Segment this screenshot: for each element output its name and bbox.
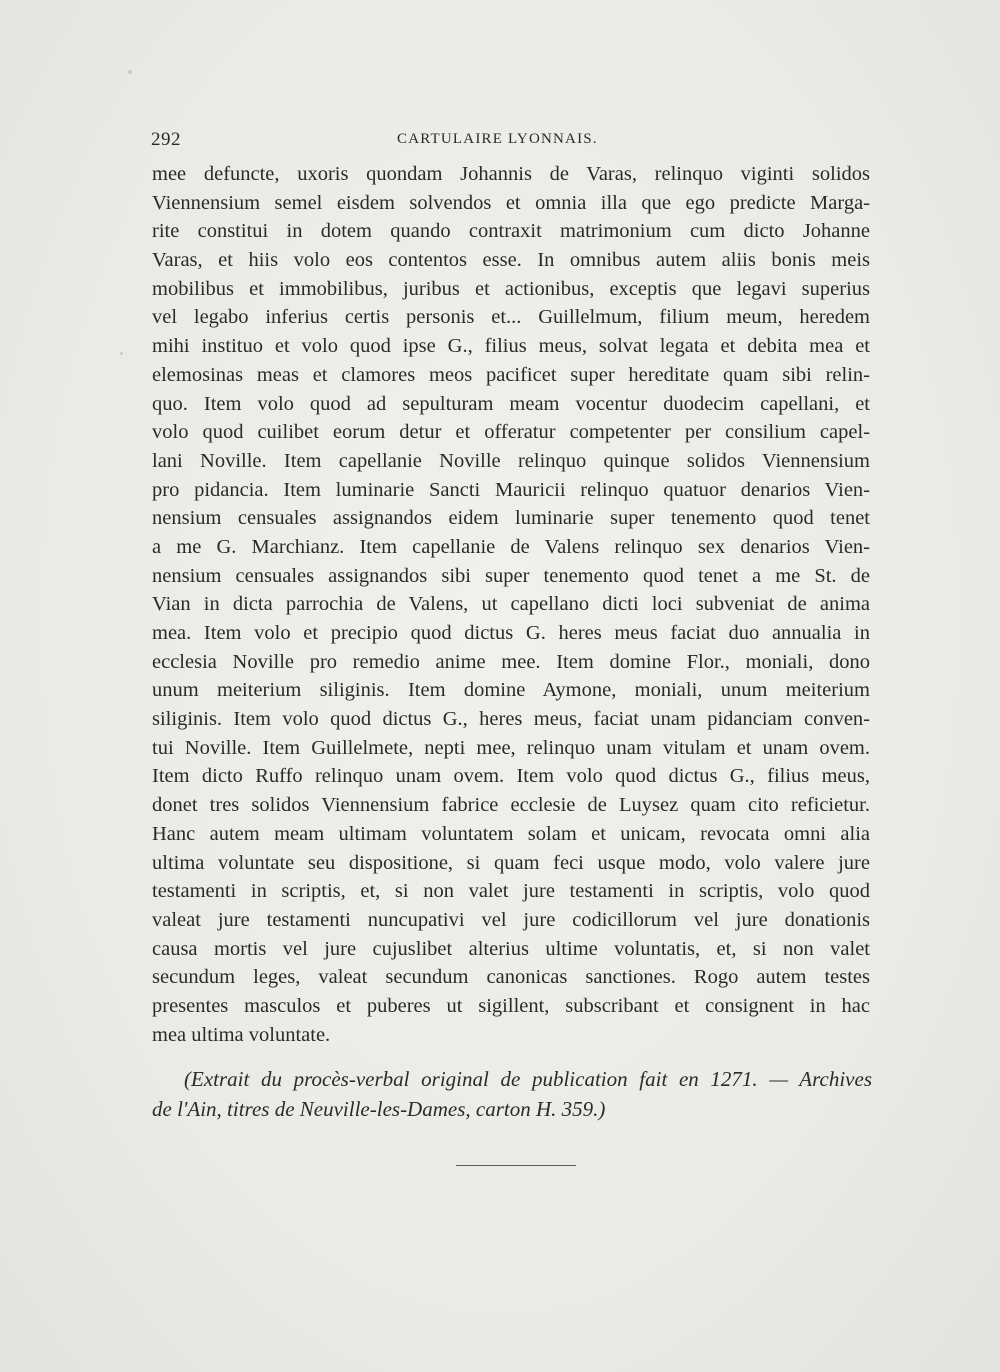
text-line: donet tres solidos Viennensium fabrice ecclesie de Luysez quam cito reficietur. xyxy=(152,794,870,817)
text-line: ecclesia Noville pro remedio anime mee. Item domine Flor., moniali, dono xyxy=(152,650,870,673)
paper-speck xyxy=(120,352,123,355)
text-line: pro pidancia. Item luminarie Sancti Mauricii relinquo quatuor denarios Vien- xyxy=(152,478,870,501)
paper-speck xyxy=(128,70,132,74)
text-line: mobilibus et immobilibus, juribus et actionibus, exceptis que legavi superius xyxy=(152,277,870,300)
text-line: nensium censuales assignandos eidem luminarie super tenemento quod tenet xyxy=(152,507,870,530)
text-line: quo. Item volo quod ad sepulturam meam vocentur duodecim capellani, et xyxy=(152,392,870,415)
text-line: unum meiterium siliginis. Item domine Aymone, moniali, unum meiterium xyxy=(152,679,870,702)
text-line: mihi instituo et volo quod ipse G., filius meus, solvat legata et debita mea et xyxy=(152,335,870,358)
text-line: rite constitui in dotem quando contraxit matrimonium cum dicto Johanne xyxy=(152,220,870,243)
page-number: 292 xyxy=(151,129,181,150)
source-note-line: (Extrait du procès-verbal original de publication fait en 1271. — Archives xyxy=(184,1067,872,1091)
text-line: siliginis. Item volo quod dictus G., heres meus, faciat unam pidanciam conven- xyxy=(152,708,870,731)
text-line: Item dicto Ruffo relinquo unam ovem. Item volo quod dictus G., filius meus, xyxy=(152,765,870,788)
text-line: secundum leges, valeat secundum canonicas sanctiones. Rogo autem testes xyxy=(152,966,870,989)
text-line: mee defuncte, uxoris quondam Johannis de Varas, relinquo viginti solidos xyxy=(152,163,870,185)
text-line: a me G. Marchianz. Item capellanie de Valens relinquo sex denarios Vien- xyxy=(152,535,870,558)
text-line: Varas, et hiis volo eos contentos esse. In omnibus autem aliis bonis meis xyxy=(152,249,870,272)
end-rule xyxy=(456,1165,576,1166)
text-line: nensium censuales assignandos sibi super tenemento quod tenet a me St. de xyxy=(152,564,870,587)
text-line: causa mortis vel jure cujuslibet alterius ultime voluntatis, et, si non valet xyxy=(152,937,870,960)
text-line: mea. Item volo et precipio quod dictus G. heres meus faciat duo annualia in xyxy=(152,622,870,644)
text-line: elemosinas meas et clamores meos pacificet super hereditate quam sibi relin- xyxy=(152,363,870,386)
page-header xyxy=(151,129,871,155)
text-line: vel legabo inferius certis personis et... Guillelmum, filium meum, heredem xyxy=(152,306,870,329)
body-text xyxy=(152,160,870,1049)
text-line: presentes masculos et puberes ut sigillent, subscribant et consignent in hac xyxy=(152,994,870,1017)
text-line: volo quod cuilibet eorum detur et offeratur competenter per consilium capel- xyxy=(152,421,870,444)
text-line: valeat jure testamenti nuncupativi vel jure codicillorum vel jure donationis xyxy=(152,908,870,931)
text-line: Viennensium semel eisdem solvendos et omnia illa que ego predicte Marga- xyxy=(152,191,870,214)
text-line: tui Noville. Item Guillelmete, nepti mee, relinquo unam vitulam et unam ovem. xyxy=(152,736,870,759)
text-line: testamenti in scriptis, et, si non valet jure testamenti in scriptis, volo quod xyxy=(152,880,870,903)
source-note xyxy=(152,1064,872,1124)
text-line: Hanc autem meam ultimam voluntatem solam et unicam, revocata omni alia xyxy=(152,822,870,845)
text-line: Vian in dicta parrochia de Valens, ut capellano dicti loci subveniat de anima xyxy=(152,593,870,616)
text-line: lani Noville. Item capellanie Noville relinquo quinque solidos Viennensium xyxy=(152,449,870,472)
text-line: ultima voluntate seu dispositione, si quam feci usque modo, volo valere jure xyxy=(152,851,870,874)
text-line: mea ultima voluntate. xyxy=(152,1023,331,1046)
running-title: CARTULAIRE LYONNAIS. xyxy=(397,131,598,147)
source-note-line: de l'Ain, titres de Neuville-les-Dames, carton H. 359.) xyxy=(152,1097,606,1121)
